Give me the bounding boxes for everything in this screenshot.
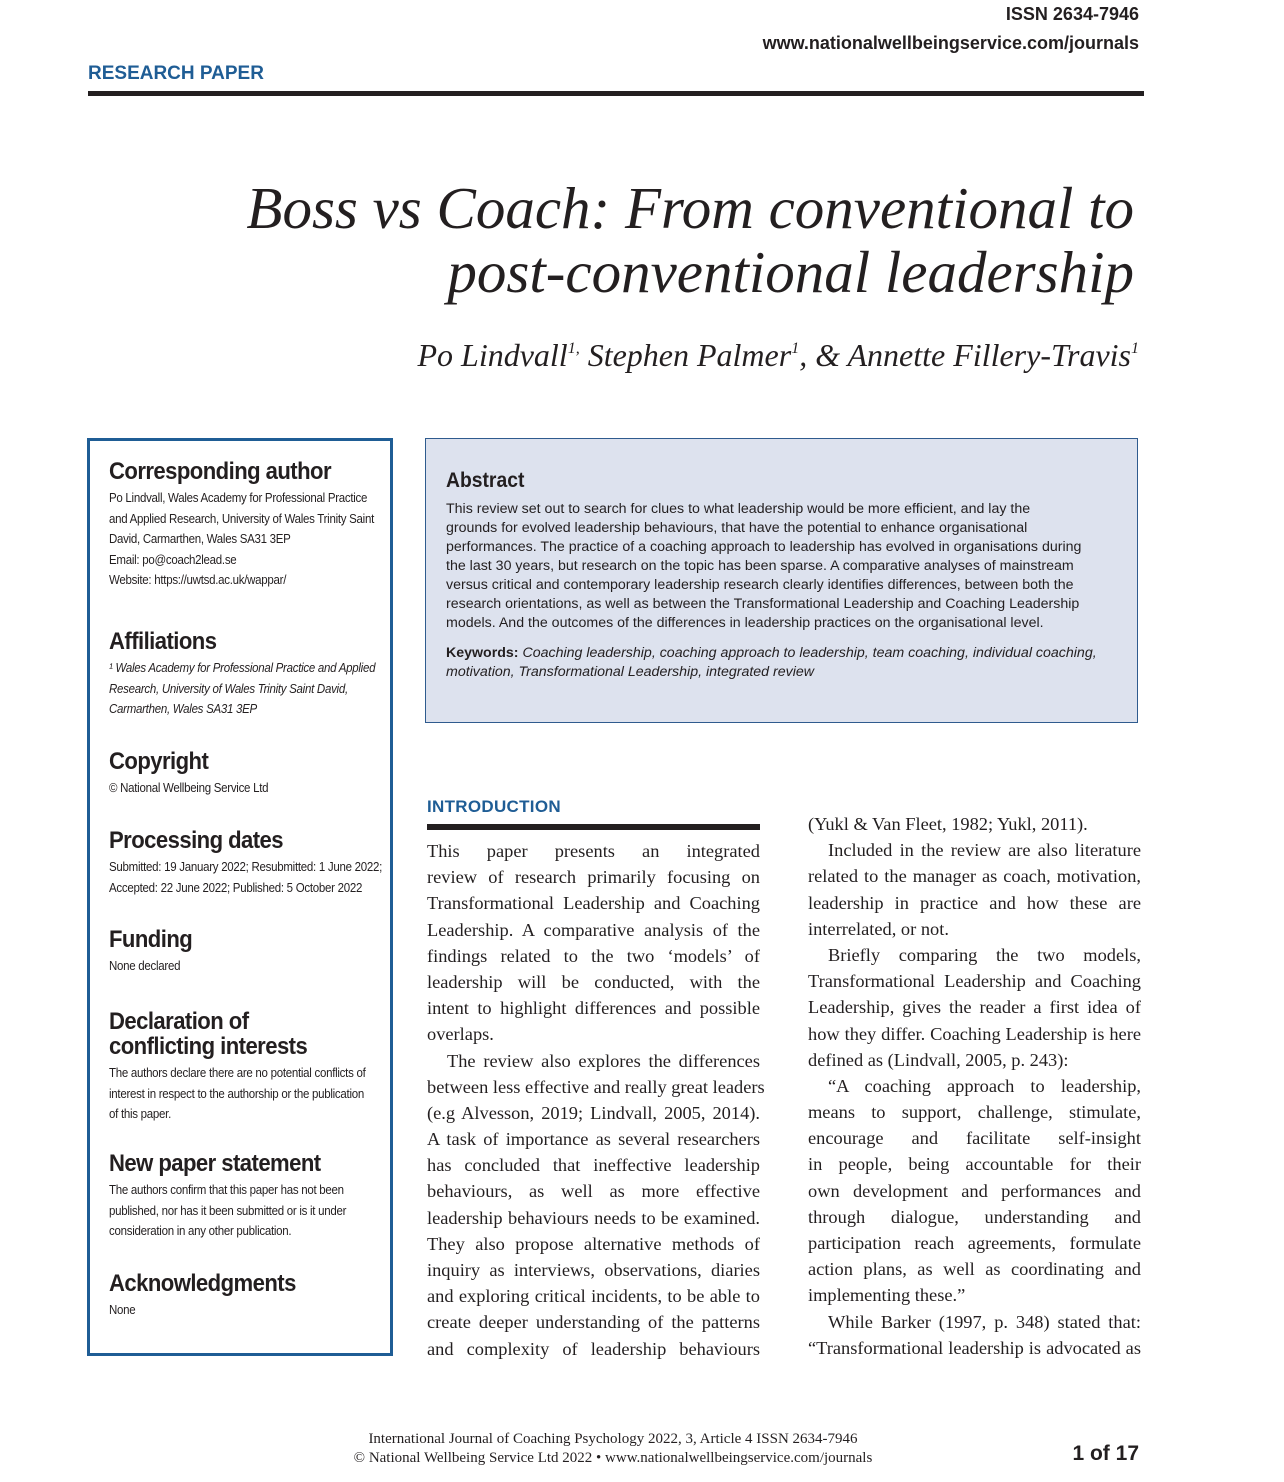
- sidebar-line: Carmarthen, Wales SA31 3EP: [109, 702, 257, 716]
- page-footer: [0, 1430, 1226, 1468]
- body-line: review of research primarily focusing on: [427, 867, 760, 888]
- author-list: [239, 337, 1139, 374]
- keywords-line-2: motivation, Transformational Leadership, integrated review: [446, 664, 815, 680]
- body-line: through dialogue, understanding and: [808, 1206, 1141, 1227]
- article-type-label: RESEARCH PAPER: [88, 63, 264, 84]
- declaration-text: [109, 1063, 385, 1125]
- sidebar-line: and Applied Research, University of Wales Trinity Saint: [109, 511, 375, 526]
- acknowledgments-text: [109, 1300, 385, 1321]
- processing-dates-heading: Processing dates: [109, 827, 284, 854]
- body-line: This paper presents an integrated: [427, 841, 760, 861]
- body-line: leadership in practice and how these are: [808, 892, 1141, 913]
- declaration-section: [109, 1009, 390, 1151]
- body-line: related to the manager as coach, motivation,: [808, 866, 1141, 887]
- body-line: create deeper understanding of the patterns: [427, 1312, 760, 1333]
- email-link[interactable]: Email: po@coach2lead.se: [109, 552, 237, 567]
- declaration-heading-line-2: conflicting interests: [109, 1033, 308, 1060]
- sidebar-line: Submitted: 19 January 2022; Resubmitted: 1 June 2022;: [109, 860, 383, 874]
- abstract-box: [425, 438, 1138, 723]
- sidebar-line: Po Lindvall, Wales Academy for Professional Practice: [109, 491, 368, 505]
- corresponding-author-heading: Corresponding author: [109, 458, 332, 485]
- body-line: action plans, as well as coordinating and: [808, 1259, 1141, 1280]
- introduction-heading: INTRODUCTION: [427, 797, 561, 816]
- abstract-line: versus critical and contemporary leadership research clearly identifies differences, between both the: [446, 577, 1074, 593]
- sidebar-line: of this paper.: [109, 1107, 171, 1121]
- body-line: inquiry as interviews, observations, diaries: [427, 1260, 760, 1280]
- body-line: intent to highlight differences and possible: [427, 998, 760, 1019]
- keywords-label: Keywords:: [446, 645, 519, 661]
- body-line: own development and performances and: [808, 1180, 1141, 1201]
- body-line: overlaps.: [427, 1024, 494, 1045]
- body-line: Transformational Leadership and Coaching: [808, 971, 1141, 992]
- body-line: defined as (Lindvall, 2005, p. 243):: [808, 1049, 1069, 1070]
- body-line: participation reach agreements, formulate: [808, 1233, 1141, 1253]
- author-1-affiliation: 1,: [567, 340, 580, 357]
- sidebar-line: interest in respect to the authorship or the publication: [109, 1086, 364, 1101]
- body-line: in people, being accountable for their: [808, 1154, 1141, 1175]
- body-line: While Barker (1997, p. 348) stated that:: [828, 1311, 1141, 1332]
- sidebar-line: ¹ Wales Academy for Professional Practice and Applied: [109, 661, 376, 675]
- author-1: Po Lindvall: [417, 337, 568, 373]
- affiliations-section: [109, 629, 390, 749]
- body-line: and complexity of leadership behaviours: [427, 1338, 760, 1359]
- new-paper-statement-text: [109, 1180, 385, 1242]
- funding-heading: Funding: [109, 926, 193, 953]
- sidebar-line: consideration in any other publication.: [109, 1224, 292, 1238]
- processing-dates-text: [109, 857, 385, 898]
- abstract-line: the last 30 years, but research on the topic has been sparse. A comparative analyses of mainstream: [446, 558, 1074, 574]
- funding-text: [109, 956, 385, 977]
- footer-citation: International Journal of Coaching Psychology 2022, 3, Article 4 ISSN 2634-7946: [368, 1431, 858, 1447]
- title-line-1: Boss vs Coach: From conventional to: [246, 175, 1134, 241]
- page-number: 1 of 17: [1072, 1442, 1139, 1465]
- abstract-line: This review set out to search for clues to what leadership would be more efficient, and lay the: [446, 501, 1031, 517]
- body-line: (e.g Alvesson, 2019; Lindvall, 2005, 2014).: [427, 1102, 760, 1123]
- body-line: behaviours, as well as more effective: [427, 1181, 760, 1202]
- body-line: A task of importance as several researchers: [427, 1129, 760, 1150]
- footer-copyright: © National Wellbeing Service Ltd 2022 • www.nationalwellbeingservice.com/journals: [353, 1450, 873, 1466]
- copyright-section: [109, 749, 390, 828]
- info-sidebar: [87, 438, 393, 1356]
- sidebar-line: The authors declare there are no potential conflicts of: [109, 1066, 366, 1080]
- author-2-affiliation: 1: [791, 340, 800, 357]
- paper-title: [234, 176, 1134, 304]
- body-line: between less effective and really great leaders: [427, 1076, 765, 1097]
- sidebar-line: Accepted: 22 June 2022; Published: 5 October 2022: [109, 880, 363, 895]
- body-line: “A coaching approach to leadership,: [828, 1075, 1141, 1096]
- abstract-line: performances. The practice of a coaching approach to leadership has evolved in organisations during: [446, 539, 1082, 555]
- body-line: (Yukl & Van Fleet, 1982; Yukl, 2011).: [808, 814, 1088, 834]
- funding-section: [109, 927, 390, 1009]
- declaration-heading-line-1: Declaration of: [109, 1008, 249, 1035]
- new-paper-statement-heading: New paper statement: [109, 1150, 321, 1177]
- header-rule: [88, 91, 1144, 96]
- sidebar-line: © National Wellbeing Service Ltd: [109, 781, 269, 795]
- body-line: The review also explores the differences: [447, 1050, 760, 1071]
- abstract-line: models. And the outcomes of the differences in leadership practices on the organisational level.: [446, 615, 1044, 631]
- issn-label: ISSN 2634-7946: [1005, 4, 1139, 24]
- corresponding-author-text: [109, 488, 385, 591]
- abstract-line: grounds for evolved leadership behaviours, that have the potential to enhance organisational: [446, 520, 1028, 536]
- body-line: leadership behaviours needs to be examined.: [427, 1207, 760, 1228]
- acknowledgments-heading: Acknowledgments: [109, 1270, 296, 1297]
- keywords-line-1: Coaching leadership, coaching approach to leadership, team coaching, individual coaching,: [518, 645, 1097, 661]
- sidebar-line: Research, University of Wales Trinity Saint David,: [109, 681, 348, 696]
- body-line: Transformational Leadership and Coaching: [427, 893, 760, 914]
- body-line: interrelated, or not.: [808, 918, 949, 939]
- body-line: implementing these.”: [808, 1285, 966, 1306]
- body-line: Leadership. A comparative analysis of the: [427, 919, 760, 940]
- body-line: They also propose alternative methods of: [427, 1233, 760, 1254]
- body-line: findings related to the two ‘models’ of: [427, 945, 760, 966]
- abstract-text: [446, 500, 1117, 633]
- new-paper-statement-section: [109, 1151, 390, 1271]
- body-line: and exploring critical incidents, to be able to: [427, 1286, 760, 1307]
- body-line: means to support, challenge, stimulate,: [808, 1102, 1141, 1123]
- abstract-heading: Abstract: [446, 469, 525, 492]
- copyright-text: [109, 778, 385, 799]
- body-line: Briefly comparing the two models,: [828, 944, 1141, 965]
- body-line: leadership will be conducted, with the: [427, 971, 760, 992]
- sidebar-line: David, Carmarthen, Wales SA31 3EP: [109, 532, 291, 546]
- author-3: , & Annette Fillery-Travis: [799, 337, 1131, 373]
- journal-url[interactable]: www.nationalwellbeingservice.com/journals: [762, 33, 1139, 53]
- author-2: Stephen Palmer: [579, 337, 792, 373]
- body-line: “Transformational leadership is advocated as: [808, 1337, 1141, 1358]
- website-link[interactable]: Website: https://uwtsd.ac.uk/wappar/: [109, 573, 287, 587]
- body-column-1: [427, 838, 765, 1362]
- acknowledgments-section: [109, 1271, 390, 1321]
- copyright-heading: Copyright: [109, 748, 209, 775]
- body-line: how they differ. Coaching Leadership is here: [808, 1023, 1141, 1044]
- corresponding-author-section: [109, 459, 390, 629]
- body-line: encourage and facilitate self-insight: [808, 1128, 1141, 1149]
- title-line-2: post-conventional leadership: [447, 239, 1134, 305]
- sidebar-line: The authors confirm that this paper has not been: [109, 1183, 344, 1197]
- body-column-2: [808, 811, 1141, 1361]
- sidebar-line: None declared: [109, 959, 181, 973]
- affiliations-heading: Affiliations: [109, 628, 217, 655]
- keywords: [446, 644, 1117, 682]
- body-line: Leadership, gives the reader a first idea of: [808, 997, 1141, 1018]
- body-line: Included in the review are also literature: [828, 840, 1141, 861]
- sidebar-line: published, nor has it been submitted or is it under: [109, 1203, 347, 1218]
- introduction-rule: [427, 824, 760, 830]
- abstract-line: research orientations, as well as between the Transformational Leadership and Coaching Leadership: [446, 596, 1080, 612]
- affiliations-text: [109, 658, 385, 720]
- body-line: has concluded that ineffective leadership: [427, 1155, 760, 1176]
- processing-dates-section: [109, 828, 390, 927]
- sidebar-line: None: [109, 1303, 136, 1317]
- author-3-affiliation: 1: [1131, 340, 1139, 357]
